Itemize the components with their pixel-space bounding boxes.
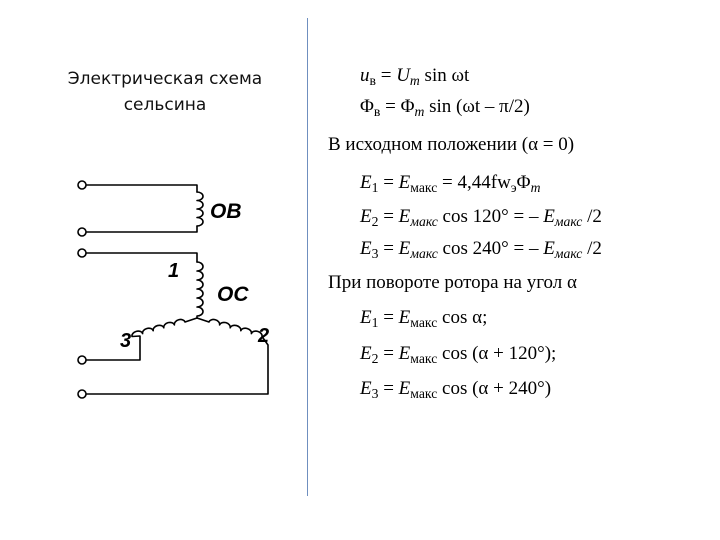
terminal-phase-3 [78,356,86,364]
phase-2-coil [86,318,268,394]
ov-wire-bottom [86,226,197,232]
slide-title-line-2: сельсина [123,95,207,115]
terminal-ov-2 [78,228,86,236]
terminal-phase-2 [78,390,86,398]
formula-init-e3: $E_3 = E_{макс}$ cos 240° = – $E_{макс}$ /2 [360,238,602,261]
ov-label: ОВ [210,200,242,223]
formula-rot-e2: $E_2 = E_{макс}$ cos (α + 120°); [360,343,557,366]
terminal-phase-1 [78,249,86,257]
phase-2-label: 2 [258,325,270,347]
initial-position-heading: В исходном положении (α = 0) [328,134,575,155]
ov-wire-top [86,185,197,192]
phase-1-wire [86,253,197,262]
oc-label: ОС [217,283,249,306]
phase-3-coil [86,318,197,360]
rotation-heading: При повороте ротора на угол α [328,272,577,293]
phase-1-coil [197,262,203,318]
formula-rot-e3: $E_3 = E_{макс}$ cos (α + 240°) [360,378,552,401]
slide-title-line-1: Электрическая схема [67,69,263,89]
terminal-ov-1 [78,181,86,189]
phase-3-label: 3 [120,330,132,352]
vertical-divider [307,18,308,496]
selsyn-schematic [0,0,310,540]
phase-1-label: 1 [168,260,180,282]
formula-rot-e1: $E_1 = E_{макс}$ cos α; [360,307,488,330]
formula-voltage: $u_в = U_m$ sin ωt [360,65,470,88]
formula-init-e2: $E_2 = E_{макс}$ cos 120° = – $E_{макс}$ /2 [360,206,602,229]
ov-coil [197,192,203,226]
formula-init-e1: $E_1 = E_{макс} = 4,44fw_э\Phi_m$ [360,172,541,195]
formula-flux: $\Phi_в = \Phi_m$ sin (ωt – π/2) [360,96,530,119]
